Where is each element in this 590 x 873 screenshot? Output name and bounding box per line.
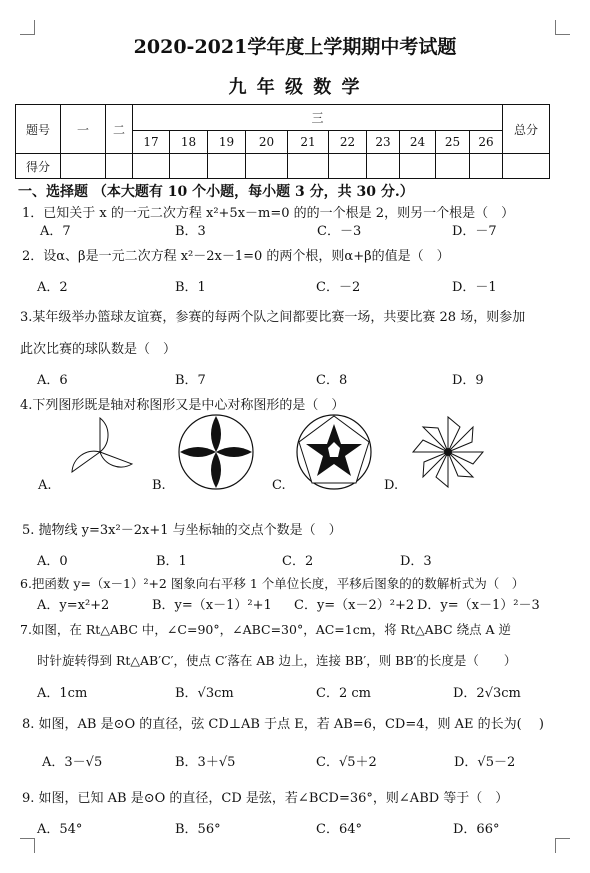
exam-subtitle: 九 年 级 数 学 <box>228 77 362 98</box>
q6-option-b: B．y=（x－1）²+1 <box>152 598 272 613</box>
question-4-stem: 4.下列图形既是轴对称图形又是中心对称图形的是（ ） <box>20 398 345 413</box>
q4-option-c: C. <box>272 478 286 493</box>
q8-option-b: B．3＋√5 <box>175 755 236 770</box>
q1-option-c: C．－3 <box>317 224 362 239</box>
col-total: 总分 <box>503 105 550 154</box>
crop-mark-bottom-right <box>555 838 570 853</box>
q9-option-d: D．66° <box>453 822 500 837</box>
q5-option-a: A．0 <box>37 554 68 569</box>
q4-option-b: B. <box>152 478 166 493</box>
score-cell[interactable] <box>133 154 170 179</box>
exam-title: 2020-2021学年度上学期期中考试题 <box>133 36 457 58</box>
question-6-stem: 6.把函数 y=（x－1）²+2 图象向右平移 1 个单位长度，平移后图象的的数解析式为（ ） <box>20 576 525 591</box>
score-cell[interactable] <box>329 154 367 179</box>
q9-option-b: B．56° <box>175 822 221 837</box>
figure-c-star <box>294 412 374 492</box>
sub-col: 26 <box>470 131 503 154</box>
q6-option-d: D．y=（x－1）²－3 <box>417 598 540 613</box>
figure-d-pinwheel <box>408 412 488 492</box>
col-section-1: 一 <box>61 105 106 154</box>
q3-option-d: D．9 <box>452 373 484 388</box>
section-heading: 一、选择题 （本大题有 10 个小题，每小题 3 分，共 30 分.） <box>18 184 414 200</box>
score-cell[interactable] <box>208 154 246 179</box>
q4-option-d: D. <box>384 478 399 493</box>
score-cell[interactable] <box>288 154 329 179</box>
q3-option-a: A．6 <box>37 373 68 388</box>
q1-option-a: A．7 <box>40 224 71 239</box>
q8-option-a: A．3－√5 <box>42 755 103 770</box>
score-cell[interactable] <box>503 154 550 179</box>
question-9-stem: 9. 如图，已知 AB 是⊙O 的直径，CD 是弦，若∠BCD=36°，则∠ABD 等于（ ） <box>22 791 509 806</box>
question-7-stem-cont: 时针旋转得到 Rt△AB′C′，使点 C′落在 AB 边上，连接 BB′，则 BB′的长度是（ ） <box>37 653 517 668</box>
question-5-stem: 5. 抛物线 y=3x²－2x+1 与坐标轴的交点个数是（ ） <box>22 523 342 538</box>
sub-col: 23 <box>367 131 400 154</box>
sub-col: 25 <box>436 131 470 154</box>
figure-a-fan <box>60 412 140 492</box>
score-table <box>15 104 550 179</box>
question-3-stem-cont: 此次比赛的球队数是（ ） <box>20 342 177 357</box>
q6-option-c: C．y=（x－2）²+2 <box>294 598 415 613</box>
q7-option-c: C．2 cm <box>316 686 371 701</box>
label-tihao: 题号 <box>16 105 61 154</box>
col-section-3: 三 <box>133 105 503 131</box>
q7-option-d: D．2√3cm <box>453 686 521 701</box>
q8-option-d: D．√5－2 <box>454 755 516 770</box>
sub-col: 17 <box>133 131 170 154</box>
score-cell[interactable] <box>400 154 436 179</box>
q8-option-c: C．√5＋2 <box>316 755 377 770</box>
q4-option-a: A. <box>38 478 52 493</box>
crop-mark-bottom-left <box>20 838 35 853</box>
score-cell[interactable] <box>170 154 208 179</box>
score-cell[interactable] <box>61 154 106 179</box>
q5-option-c: C．2 <box>282 554 314 569</box>
q1-option-b: B．3 <box>175 224 206 239</box>
q5-option-d: D．3 <box>400 554 432 569</box>
q9-option-c: C．64° <box>316 822 362 837</box>
score-cell[interactable] <box>246 154 288 179</box>
question-1-stem: 1．已知关于 x 的一元二次方程 x²+5x－m=0 的的一个根是 2，则另一个根是（ ） <box>22 206 515 221</box>
score-cell[interactable] <box>470 154 503 179</box>
q2-option-a: A．2 <box>37 280 68 295</box>
question-2-stem: 2．设α、β是一元二次方程 x²－2x－1=0 的两个根，则α+β的值是（ ） <box>22 249 450 264</box>
q2-option-c: C．－2 <box>316 280 361 295</box>
score-cell[interactable] <box>367 154 400 179</box>
question-7-stem: 7.如图，在 Rt△ABC 中，∠C=90°，∠ABC=30°，AC=1cm，将 Rt△ABC 绕点 A 逆 <box>20 622 512 637</box>
score-cell[interactable] <box>106 154 133 179</box>
sub-col: 20 <box>246 131 288 154</box>
question-8-stem: 8. 如图，AB 是⊙O 的直径，弦 CD⊥AB 于点 E，若 AB=6，CD=4，则 AE 的长为( ) <box>22 717 544 732</box>
figure-b-petals <box>176 412 256 492</box>
q5-option-b: B．1 <box>156 554 187 569</box>
sub-col: 21 <box>288 131 329 154</box>
sub-col: 18 <box>170 131 208 154</box>
question-3-stem: 3.某年级举办篮球友谊赛，参赛的每两个队之间都要比赛一场，共要比赛 28 场，则参加 <box>20 310 526 325</box>
sub-col: 24 <box>400 131 436 154</box>
q7-option-b: B．√3cm <box>175 686 234 701</box>
q2-option-b: B．1 <box>175 280 206 295</box>
q3-option-c: C．8 <box>316 373 348 388</box>
q3-option-b: B．7 <box>175 373 206 388</box>
q6-option-a: A．y=x²+2 <box>37 598 110 613</box>
score-cell[interactable] <box>436 154 470 179</box>
col-section-2: 二 <box>106 105 133 154</box>
label-defen: 得分 <box>16 154 61 179</box>
sub-col: 19 <box>208 131 246 154</box>
q1-option-d: D．－7 <box>452 224 497 239</box>
q7-option-a: A．1cm <box>37 686 88 701</box>
q9-option-a: A．54° <box>37 822 83 837</box>
q2-option-d: D．－1 <box>452 280 497 295</box>
sub-col: 22 <box>329 131 367 154</box>
